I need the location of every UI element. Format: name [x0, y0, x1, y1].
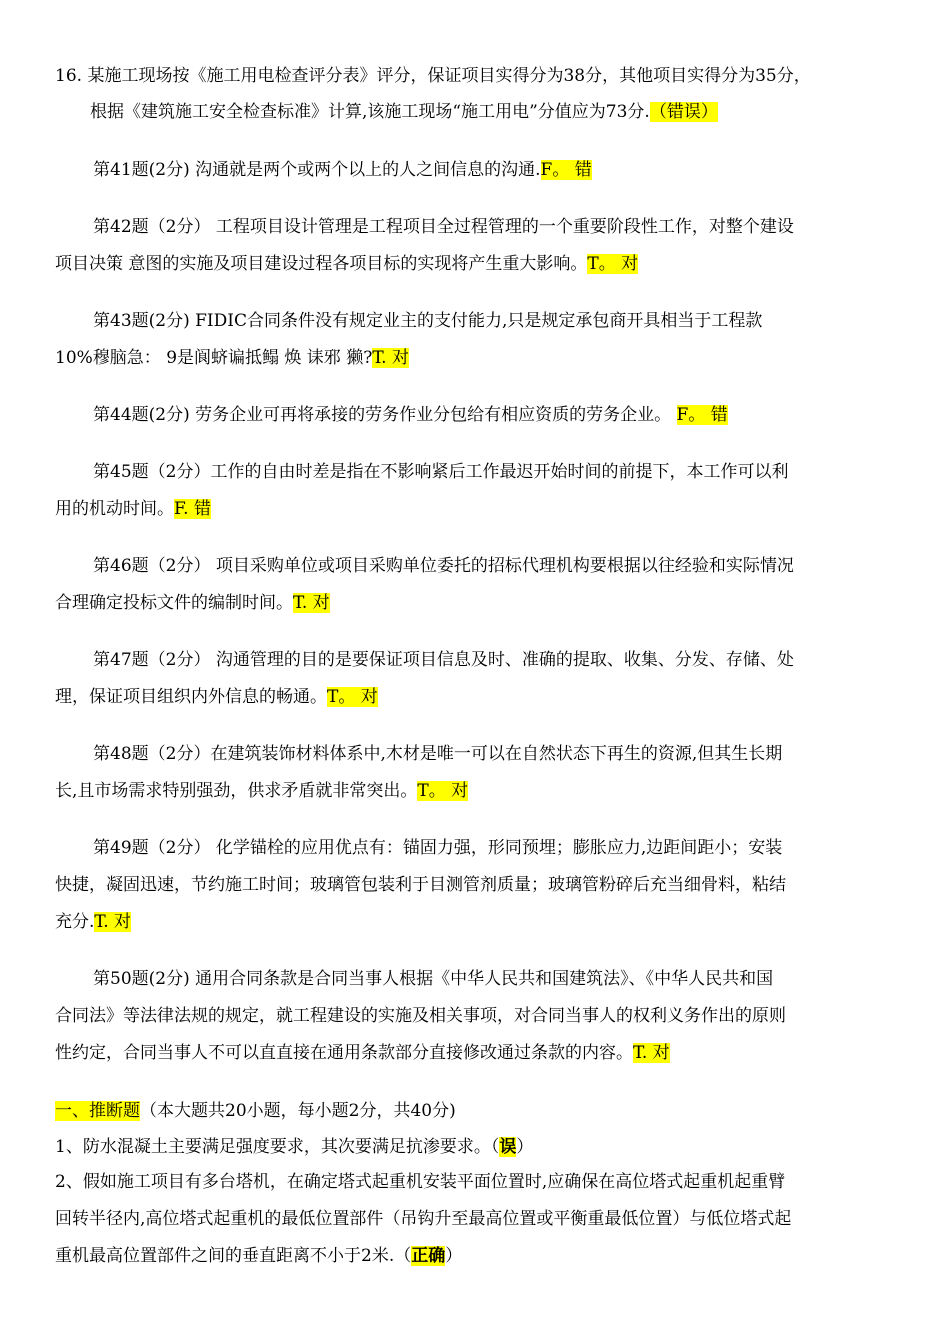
item1-text: 1、防水混凝土主要满足强度要求，其次要满足抗渗要求。（ [55, 1137, 500, 1157]
q50-line3 [55, 1041, 670, 1065]
q43-answer: T. 对 [372, 348, 409, 368]
section-title: 一、推断题 [55, 1101, 140, 1121]
q47-answer: T。 对 [327, 687, 378, 707]
item2-text-cont: 回转半径内,高位塔式起重机的最低位置部件（吊钩升至最高位置或平衡重最低位置）与低位塔式起 [55, 1209, 792, 1229]
q48-text-cont: 长,且市场需求特别强劲，供求矛盾就非常突出。 [55, 781, 418, 801]
section-info: （本大题共20小题，每小题2分，共40分) [140, 1101, 456, 1121]
q42-text-cont: 项目决策 意图的实施及项目建设过程各项目标的实现将产生重大影响。 [55, 254, 588, 274]
q44-line1 [93, 403, 728, 427]
q45-line2 [55, 497, 211, 521]
q47-text: 第47题（2分） 沟通管理的目的是要保证项目信息及时、准确的提取、收集、分发、存储、处 [93, 650, 794, 670]
q48-text: 第48题（2分）在建筑装饰材料体系中,木材是唯一可以在自然状态下再生的资源,但其生长期 [93, 744, 783, 764]
q16-line2 [90, 100, 718, 124]
q16-answer: （错误） [649, 102, 718, 122]
q49-line2 [55, 873, 786, 897]
q48-answer: T。 对 [417, 781, 469, 801]
q16-text: 16. 某施工现场按《施工用电检查评分表》评分，保证项目实得分为38分，其他项目实得分为35分， [55, 66, 811, 86]
q49-text-end: 充分. [55, 912, 95, 932]
item2-close: ） [445, 1246, 463, 1266]
q49-line1 [93, 836, 782, 860]
q49-text: 第49题（2分） 化学锚栓的应用优点有：锚固力强，形同预埋；膨胀应力,边距间距小；安装 [93, 838, 783, 858]
q50-text-cont: 合同法》等法律法规的规定，就工程建设的实施及相关事项，对合同当事人的权利义务作出的原则 [55, 1006, 786, 1026]
q47-text-cont: 理，保证项目组织内外信息的畅通。 [55, 687, 327, 707]
q48-line1 [93, 742, 782, 766]
item2-answer: 正确 [411, 1246, 446, 1266]
q45-line1 [93, 460, 788, 484]
section-heading [55, 1099, 456, 1123]
item2-text: 2、假如施工项目有多台塔机，在确定塔式起重机安装平面位置时,应确保在高位塔式起重机起重臂 [55, 1172, 786, 1192]
q42-text: 第42题（2分） 工程项目设计管理是工程项目全过程管理的一个重要阶段性工作，对整个建设 [93, 217, 794, 237]
q43-line2 [55, 346, 409, 370]
q49-line3 [55, 910, 131, 934]
item2-line3 [55, 1244, 462, 1268]
q50-line1 [93, 967, 773, 991]
q48-line2 [55, 779, 468, 803]
q46-line1 [93, 554, 794, 578]
q42-line1 [93, 215, 794, 239]
q50-line2 [55, 1004, 786, 1028]
q46-text: 第46题（2分） 项目采购单位或项目采购单位委托的招标代理机构要根据以往经验和实际情况 [93, 556, 794, 576]
q49-answer: T. 对 [94, 912, 132, 932]
q41-line1 [93, 158, 592, 182]
q46-line2 [55, 591, 330, 615]
q41-answer: F。 错 [540, 160, 592, 180]
q47-line2 [55, 685, 378, 709]
q45-text: 第45题（2分）工作的自由时差是指在不影响紧后工作最迟开始时间的前提下，本工作可以利 [93, 462, 789, 482]
q41-text: 第41题(2分) 沟通就是两个或两个以上的人之间信息的沟通. [93, 160, 541, 180]
item2-text-end: 重机最高位置部件之间的垂直距离不小于2米.（ [55, 1246, 412, 1266]
q42-answer: T。 对 [587, 254, 639, 274]
q43-text-cont: 10%穆脑急： 9是阆蛴谝抵鳎 焕 诔邪 獭? [55, 348, 373, 368]
item1-close: ） [516, 1137, 534, 1157]
q45-answer: F. 错 [174, 499, 211, 519]
q43-line1 [93, 309, 762, 333]
q46-text-cont: 合理确定投标文件的编制时间。 [55, 593, 293, 613]
q43-text: 第43题(2分) FIDIC合同条件没有规定业主的支付能力,只是规定承包商开具相当于工程款 [93, 311, 763, 331]
q50-text: 第50题(2分) 通用合同条款是合同当事人根据《中华人民共和国建筑法》、《中华人民共和国 [93, 969, 774, 989]
q16-line1 [55, 64, 811, 88]
item2-line2 [55, 1207, 791, 1231]
q16-text-cont: 根据《建筑施工安全检查标准》计算,该施工现场“施工用电”分值应为73分. [90, 102, 650, 122]
q44-answer: F。 错 [676, 405, 728, 425]
item1-line1 [55, 1135, 533, 1159]
q49-text-cont: 快捷，凝固迅速，节约施工时间；玻璃管包装利于目测管剂质量；玻璃管粉碎后充当细骨料，粘结 [55, 875, 786, 895]
item1-answer: 误 [499, 1137, 517, 1157]
q46-answer: T. 对 [293, 593, 330, 613]
q50-text-end: 性约定，合同当事人不可以直直接在通用条款部分直接修改通过条款的内容。 [55, 1043, 633, 1063]
q45-text-cont: 用的机动时间。 [55, 499, 174, 519]
q42-line2 [55, 252, 638, 276]
q50-answer: T. 对 [633, 1043, 670, 1063]
q47-line1 [93, 648, 794, 672]
item2-line1 [55, 1170, 785, 1194]
q44-text: 第44题(2分) 劳务企业可再将承接的劳务作业分包给有相应资质的劳务企业。 [93, 405, 677, 425]
